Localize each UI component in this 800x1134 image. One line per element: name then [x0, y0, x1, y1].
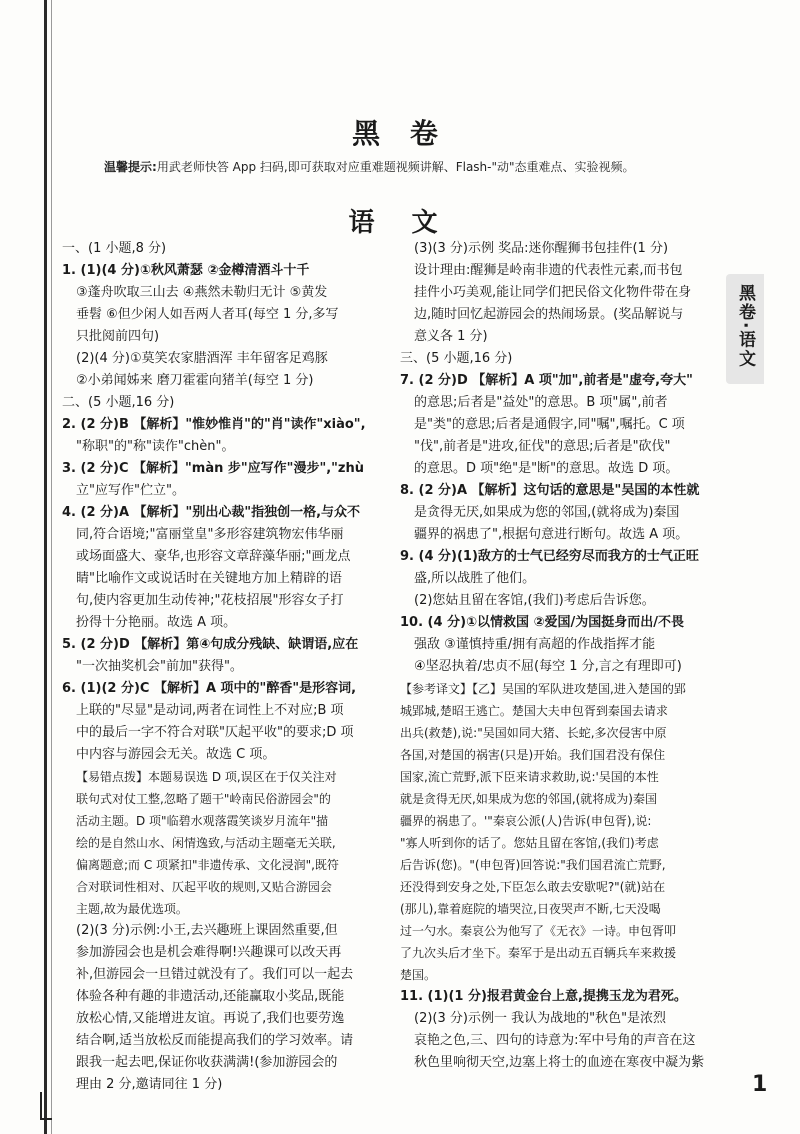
right-answer-line: 【参考译文】【乙】吴国的军队进攻楚国,进入楚国的郢: [400, 682, 686, 696]
left-answer-line: 一、(1 小题,8 分): [62, 241, 167, 256]
right-answer-line: ④坚忍执着/忠贞不屈(每空 1 分,言之有理即可): [414, 659, 682, 674]
right-answer-line: 7. (2 分)D 【解析】A 项"加",前者是"虚夸,夸大": [400, 373, 693, 388]
left-answer-line: 跟我一起去吧,保证你收获满满!(参加游园会的: [76, 1055, 338, 1070]
binding-line-inner: [51, 0, 52, 1134]
left-answer-line: 只批阅前四句): [76, 329, 160, 344]
right-answer-line: (2)您姑且留在客馆,(我们)考虑后告诉您。: [414, 593, 655, 608]
right-answer-line: 疆界的祸患了。'"秦哀公派(人)告诉(申包胥),说:: [400, 814, 652, 828]
right-answer-line: (那儿),靠着庭院的墙哭泣,日夜哭声不断,七天没喝: [400, 902, 661, 916]
right-answer-line: 疆界的祸患了",根据句意进行断句。故选 A 项。: [414, 527, 689, 542]
answer-column-right: [400, 238, 718, 1074]
left-answer-line: 1. (1)(4 分)①秋风萧瑟 ②金樽清酒斗十千: [62, 263, 310, 278]
left-answer-line: 体验各种有趣的非遗活动,还能赢取小奖品,既能: [76, 989, 345, 1004]
left-answer-line: ②小弟闻姊来 磨刀霍霍向猪羊(每空 1 分): [76, 373, 314, 388]
right-answer-line: 边,随时回忆起游园会的热闹场景。(奖品解说与: [414, 307, 684, 322]
left-answer-line: "称职"的"称"读作"chèn"。: [76, 439, 235, 454]
right-answer-line: 了九次头后才坐下。秦军于是出动五百辆兵车来救援: [400, 946, 677, 960]
left-answer-line: 活动主题。D 项"临碧水观落霞笑谈岁月流年"描: [76, 814, 329, 828]
left-answer-line: 【易错点拨】本题易误选 D 项,误区在于仅关注对: [76, 770, 337, 784]
left-answer-line: "一次抽奖机会"前加"获得"。: [76, 659, 243, 674]
right-answer-line: 城郢城,楚昭王逃亡。楚国大夫申包胥到秦国去请求: [400, 704, 668, 718]
left-answer-line: 垂髫 ⑥但少闲人如吾两人者耳(每空 1 分,多写: [76, 307, 339, 322]
left-answer-line: (2)(3 分)示例:小王,去兴趣班上课固然重要,但: [76, 923, 338, 938]
left-answer-line: 立"应写作"伫立"。: [76, 483, 185, 498]
right-answer-line: 三、(5 小题,16 分): [400, 351, 513, 366]
tip-text: 用武老师快答 App 扫码,即可获取对应重难题视频讲解、Flash-"动"态重难点、实验视频。: [156, 160, 635, 174]
left-answer-line: 结合啊,适当放松反而能提高我们的学习效率。请: [76, 1033, 354, 1048]
right-answer-line: 出兵(救楚),说:"吴国如同大猪、长蛇,多次侵害中原: [400, 726, 667, 740]
answer-column-left: [62, 238, 392, 1096]
binding-line: [44, 0, 47, 1134]
right-answer-line: 盛,所以战胜了他们。: [414, 571, 536, 586]
left-answer-line: 同,符合语境;"富丽堂皇"多形容建筑物宏伟华丽: [76, 527, 344, 542]
left-answer-line: 补,但游园会一旦错过就没有了。我们可以一起去: [76, 967, 354, 982]
right-answer-line: 各国,对楚国的祸害(只是)开始。我们国君没有保住: [400, 748, 666, 762]
left-answer-line: 放松心情,又能增进友谊。再说了,我们也要劳逸: [76, 1011, 345, 1026]
right-answer-line: 10. (4 分)①以情救国 ②爱国/为国挺身而出/不畏: [400, 615, 685, 630]
right-answer-line: 8. (2 分)A 【解析】这句话的意思是"吴国的本性就: [400, 483, 700, 498]
page-title: 黑 卷: [352, 117, 448, 150]
right-answer-line: (2)(3 分)示例一 我认为战地的"秋色"是浓烈: [414, 1011, 667, 1026]
right-answer-line: "寡人听到你的话了。您姑且留在客馆,(我们)考虑: [400, 836, 659, 850]
left-answer-line: 中内容与游园会无关。故选 C 项。: [76, 747, 276, 762]
right-answer-line: 还没得到安身之处,下臣怎么敢去安歇呢?"(就)站在: [400, 880, 666, 894]
right-answer-line: 哀艳之色,三、四句的诗意为:军中号角的声音在这: [414, 1033, 696, 1048]
right-answer-line: 的意思。D 项"绝"是"断"的意思。故选 D 项。: [414, 461, 679, 476]
right-answer-line: 是贪得无厌,如果成为您的邻国,(就将成为)秦国: [414, 505, 680, 520]
left-answer-line: 5. (2 分)D 【解析】第④句成分残缺、缺谓语,应在: [62, 637, 359, 652]
left-answer-line: (2)(4 分)①莫笑农家腊酒浑 丰年留客足鸡豚: [76, 351, 328, 366]
side-tab-label: 黑卷·语文: [735, 284, 755, 369]
subject-heading: 语 文: [348, 208, 452, 238]
right-answer-line: 设计理由:醒狮是岭南非遗的代表性元素,而书包: [414, 263, 683, 278]
right-answer-line: 楚国。: [400, 968, 437, 982]
right-answer-line: 国家,流亡荒野,派下臣来请求救助,说:'吴国的本性: [400, 770, 659, 784]
corner-mark: [40, 1092, 52, 1120]
left-answer-line: 句,使内容更加生动传神;"花枝招展"形容女子打: [76, 593, 344, 608]
tip-label: 温馨提示:: [104, 160, 157, 174]
side-tab: [726, 274, 764, 384]
left-answer-line: ③蓬舟吹取三山去 ④燕然未勒归无计 ⑤黄发: [76, 285, 328, 300]
page-number: 1: [752, 1072, 768, 1097]
right-answer-line: 是"类"的意思;后者是通假字,同"嘱",嘱托。C 项: [414, 417, 685, 432]
left-answer-line: 睛"比喻作文或说话时在关键地方加上精辟的语: [76, 571, 342, 586]
left-answer-line: 中的最后一字不符合对联"仄起平收"的要求;D 项: [76, 725, 354, 740]
left-answer-line: 6. (1)(2 分)C 【解析】A 项中的"醉香"是形容词,: [62, 681, 357, 696]
right-answer-line: 秋色里响彻天空,边塞上将士的血迹在寒夜中凝为紫: [414, 1055, 705, 1070]
reminder-tip: [104, 158, 635, 175]
right-answer-line: 后告诉(您)。"(申包胥)回答说:"我们国君流亡荒野,: [400, 858, 666, 872]
right-answer-line: 就是贪得无厌,如果成为您的邻国,(就将成为)秦国: [400, 792, 657, 806]
left-answer-line: 合对联词性相对、仄起平收的规则,又贴合游园会: [76, 880, 332, 894]
left-answer-line: 理由 2 分,邀请同往 1 分): [76, 1077, 223, 1092]
left-answer-line: 参加游园会也是机会难得啊!兴趣课可以改天再: [76, 945, 342, 960]
left-answer-line: 二、(5 小题,16 分): [62, 395, 175, 410]
left-answer-line: 绘的是自然山水、闲情逸致,与活动主题毫无关联,: [76, 836, 336, 850]
left-answer-line: 联句式对仗工整,忽略了题干"岭南民俗游园会"的: [76, 792, 331, 806]
right-answer-line: 的意思;后者是"益处"的意思。B 项"属",前者: [414, 395, 668, 410]
right-answer-line: 挂件小巧美观,能让同学们把民俗文化物件带在身: [414, 285, 692, 300]
left-answer-line: 4. (2 分)A 【解析】"别出心裁"指独创一格,与众不: [62, 505, 361, 520]
left-answer-line: 或场面盛大、豪华,也形容文章辞藻华丽;"画龙点: [76, 549, 351, 564]
right-answer-line: 意义各 1 分): [414, 329, 488, 344]
right-answer-line: 11. (1)(1 分)报君黄金台上意,提携玉龙为君死。: [400, 989, 687, 1004]
left-answer-line: 2. (2 分)B 【解析】"惟妙惟肖"的"肖"读作"xiào",: [62, 417, 366, 432]
right-answer-line: 强敌 ③谨慎持重/拥有高超的作战指挥才能: [414, 637, 656, 652]
right-answer-line: 过一勺水。秦哀公为他写了《无衣》一诗。申包胥叩: [400, 924, 677, 938]
right-answer-line: (3)(3 分)示例 奖品:迷你醒狮书包挂件(1 分): [414, 241, 669, 256]
left-answer-line: 上联的"尽显"是动词,两者在词性上不对应;B 项: [76, 703, 344, 718]
left-answer-line: 偏离题意;而 C 项紧扣"非遗传承、文化浸润",既符: [76, 858, 339, 872]
left-answer-line: 扮得十分艳丽。故选 A 项。: [76, 615, 237, 630]
left-answer-line: 3. (2 分)C 【解析】"màn 步"应写作"漫步","zhù: [62, 461, 365, 476]
right-answer-line: 9. (4 分)(1)敌方的士气已经穷尽而我方的士气正旺: [400, 549, 699, 564]
right-answer-line: "伐",前者是"进攻,征伐"的意思;后者是"砍伐": [414, 439, 671, 454]
left-answer-line: 主题,故为最优选项。: [76, 902, 188, 916]
